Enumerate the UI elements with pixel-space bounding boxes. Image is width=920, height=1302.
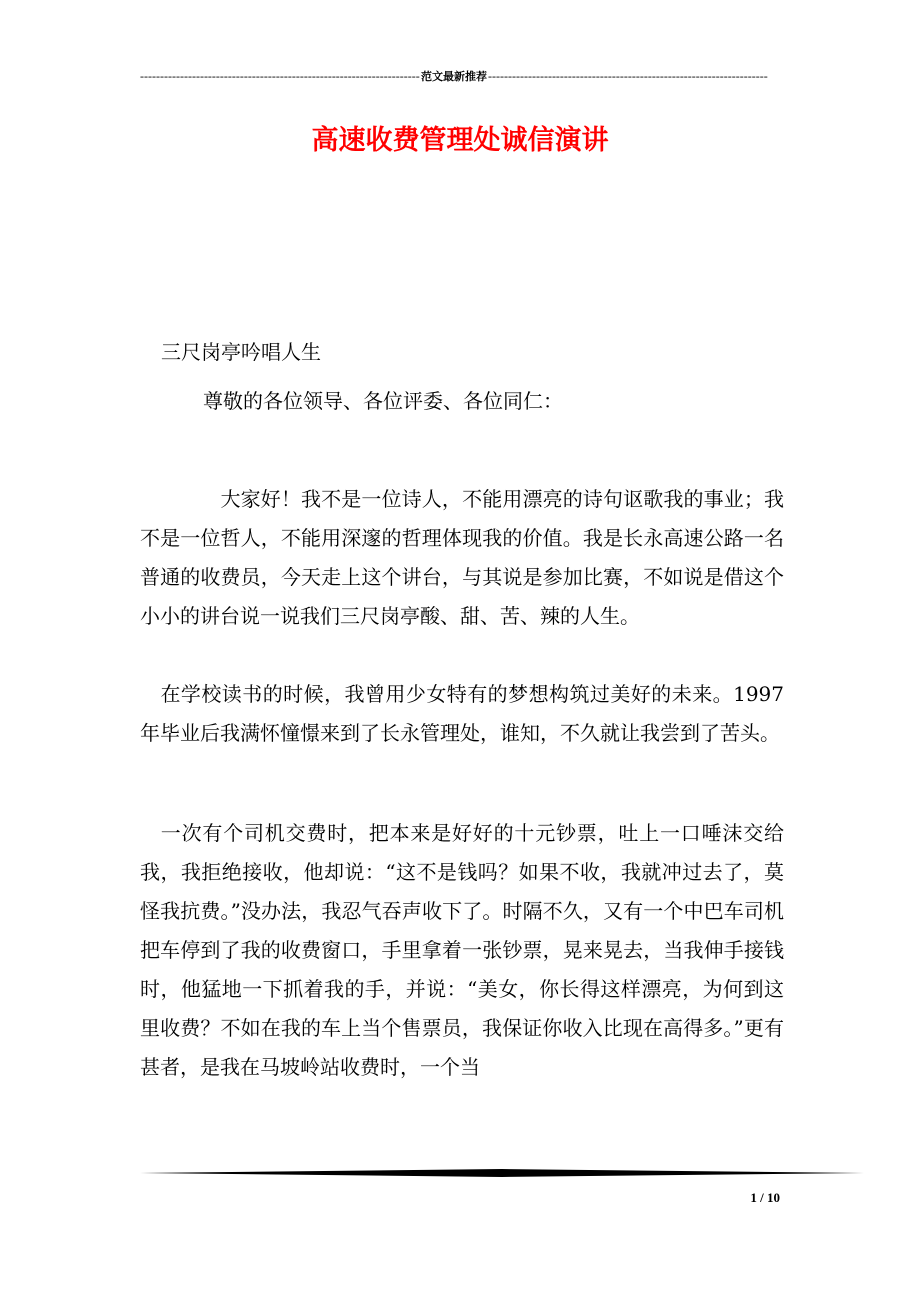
footer-rule (140, 1168, 864, 1178)
body-paragraph: 在学校读书的时候，我曾用少女特有的梦想构筑过美好的未来。1997年毕业后我满怀憧憬来到了长永管理处，谁知，不久就让我尝到了苦头。 (140, 682, 784, 745)
body-paragraph-2-block (140, 675, 784, 753)
body-paragraph-3-block (140, 814, 784, 1087)
body-paragraph: 一次有个司机交费时，把本来是好好的十元钞票，吐上一口唾沫交给我，我拒绝接收，他却说：“这不是钱吗？如果不收，我就冲过去了，莫怪我抗费。”没办法，我忍气吞声收下了。时隔不久，又有一个中巴车司机把车停到了我的收费窗口，手里拿着一张钞票，晃来晃去，当我伸手接钱时，他猛地一下抓着我的手，并说：“美女，你长得这样漂亮，为何到这里收费？不如在我的车上当个售票员，我保证你收入比现在高得多。”更有甚者，是我在马坡岭站收费时，一个当 (140, 821, 784, 1079)
body-paragraph: 大家好！我不是一位诗人，不能用漂亮的诗句讴歌我的事业；我不是一位哲人，不能用深邃的哲理体现我的价值。我是长永高速公路一名普通的收费员，今天走上这个讲台，与其说是参加比赛，不如说是借这个小小的讲台说一说我们三尺岗亭酸、甜、苦、辣的人生。 (140, 487, 784, 628)
body-paragraph-1-block (140, 480, 784, 636)
header-dashes-right (488, 69, 768, 84)
header-label: 范文最新推荐 (421, 70, 487, 83)
document-title: 高速收费管理处诚信演讲 (311, 125, 609, 156)
page-number: 1 / 10 (750, 1190, 780, 1205)
header-dashes-left (140, 69, 420, 84)
document-subtitle: 三尺岗亭吟唱人生 (161, 340, 321, 364)
greeting-line: 尊敬的各位领导、各位评委、各位同仁： (203, 389, 563, 413)
page-header (140, 66, 768, 86)
